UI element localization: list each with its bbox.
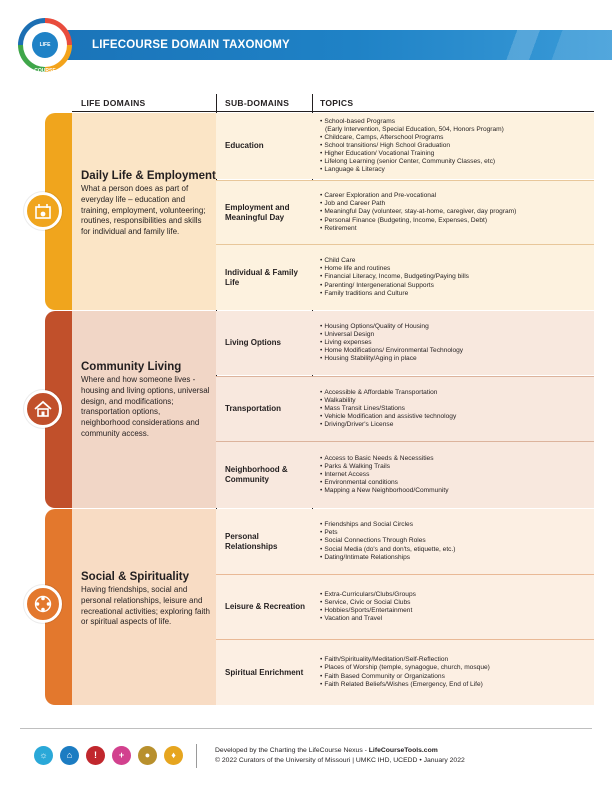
topic-item: • Career Exploration and Pre-vocational [320,192,516,200]
subdomain-individual-family: Individual & Family Life [216,244,312,310]
topic-item: • Higher Education/ Vocational Training [320,150,504,158]
topic-item: • Driving/Driver's License [320,421,456,429]
topic-item: • Parenting/ Intergenerational Supports [320,282,469,290]
footer-credit-text: Developed by the Charting the LifeCourse Nexus - [215,747,369,754]
domain-description: Having friendships, social and personal relationships, leisure and recreational activities; exploring faith or spiritual aspects of life. [81,585,210,627]
topics-employment [312,180,594,244]
topics-individual-family [312,244,594,310]
topic-list [320,323,463,363]
topic-item: (Early Intervention, Special Education, 504, Honors Program) [325,125,504,133]
safety-icon: ! [86,746,105,765]
health-icon: + [112,746,131,765]
subdomain-transportation: Transportation [216,376,312,441]
topic-item: • Lifelong Learning (senior Center, Community Classes, etc) [320,158,504,166]
topic-item: • Mapping a New Neighborhood/Community [320,487,449,495]
community-icon: ⌂ [60,746,79,765]
topic-item: • Home life and routines [320,265,469,273]
domain-title: Daily Life & Employment [81,170,216,182]
topic-item: • Language & Literacy [320,166,504,174]
house-icon [24,390,62,428]
topic-item: • Housing Options/Quality of Housing [320,323,463,331]
topic-item: • Faith Based Community or Organizations [320,673,490,681]
social-icon: ● [138,746,157,765]
topic-item: • School transitions/ High School Graduation [320,142,504,150]
footer-website-link[interactable]: LifeCourseTools.com [368,747,438,754]
subdomain-personal-relationships: Personal Relationships [216,509,312,574]
topic-item: • Service, Civic or Social Clubs [320,599,416,607]
topic-item: • Family traditions and Culture [320,290,469,298]
topic-list [320,389,456,429]
subdomain-employment: Employment and Meaningful Day [216,180,312,244]
topic-item: • Childcare, Camps, Afterschool Programs [320,134,504,142]
topic-item: • Environmental conditions [320,479,449,487]
topic-list [320,591,416,623]
topic-item: • Faith Related Beliefs/Wishes (Emergency, End of Life) [320,681,490,689]
subdomain-neighborhood: Neighborhood & Community [216,441,312,508]
topic-item: • Vacation and Travel [320,615,416,623]
topic-item: • Mass Transit Lines/Stations [320,405,456,413]
topics-education [312,113,594,179]
topic-item: • Dating/Intimate Relationships [320,554,455,562]
topic-item: • Universal Design [320,331,463,339]
topic-item: • Social Media (do's and don'ts, etiquette, etc.) [320,546,455,554]
subdomain-education: Education [216,113,312,179]
topic-item: • Accessible & Affordable Transportation [320,389,456,397]
topics-spiritual-enrichment [312,639,594,705]
domain-description: Where and how someone lives - housing and living options, universal design, and modifications; transportation options, neighborhood considerations and community access. [81,375,210,438]
people-circle-icon [24,585,62,623]
footer-copyright: © 2022 Curators of the University of Missouri | UMKC IHD, UCEDD • January 2022 [215,757,465,764]
topic-item: • Parks & Walking Trails [320,463,449,471]
topic-item: • Vehicle Modification and assistive technology [320,413,456,421]
topic-item: • Job and Career Path [320,200,516,208]
topic-list [320,455,449,495]
domain-title: Community Living [81,361,182,373]
topic-item: • Pets [320,529,455,537]
header-banner [0,30,612,60]
domain-title: Social & Spirituality [81,571,189,583]
topic-item: • Housing Stability/Aging in place [320,355,463,363]
domain-cell-community-living [72,311,216,508]
topic-item: • Internet Access [320,471,449,479]
calendar-sun-icon [24,192,62,230]
topic-item: • Faith/Spirituality/Meditation/Self-Reflection [320,656,490,664]
daily-life-icon: ☼ [34,746,53,765]
topic-item: • Personal Finance (Budgeting, Income, Expenses, Debt) [320,217,516,225]
topic-item: • Child Care [320,257,469,265]
topics-living-options [312,311,594,375]
column-header-life-domains: LIFE DOMAINS [81,98,146,108]
footer-vertical-divider [196,744,197,768]
topic-item: • Access to Basic Needs & Necessities [320,455,449,463]
topic-item: • Retirement [320,225,516,233]
logo-text: LIFE COURSE [32,32,58,58]
topic-item: • Places of Worship (temple, synagogue, church, mosque) [320,664,490,672]
page-title: LIFECOURSE DOMAIN TAXONOMY [92,39,290,51]
topic-item: • Living expenses [320,339,463,347]
topic-item: • Home Modifications/ Environmental Technology [320,347,463,355]
topics-personal-relationships [312,509,594,574]
topic-list [320,257,469,297]
subdomain-spiritual-enrichment: Spiritual Enrichment [216,639,312,705]
footer-divider-line [20,728,592,729]
topic-item: • Financial Literacy, Income, Budgeting/Paying bills [320,273,469,281]
topic-list [320,656,490,688]
topic-list [320,521,455,561]
topic-item: • Friendships and Social Circles [320,521,455,529]
topic-item: • Extra-Curriculars/Clubs/Groups [320,591,416,599]
domain-cell-daily-life [72,113,216,310]
column-header-topics: TOPICS [320,98,354,108]
domain-description: What a person does as part of everyday life – education and training, employment, volunteering; routines, responsibilities and skills for individual and family life. [81,184,206,237]
footer-credit-line [215,747,438,754]
lifecourse-logo-icon [18,18,72,72]
topic-list [320,192,516,232]
topic-item: • School-based Programs [320,118,504,126]
domain-cell-social-spirituality [72,509,216,705]
column-header-sub-domains: SUB-DOMAINS [225,98,290,108]
header-stripe-decoration [472,30,612,60]
topic-list [320,118,504,175]
topics-leisure-recreation [312,574,594,639]
subdomain-leisure-recreation: Leisure & Recreation [216,574,312,639]
topics-neighborhood [312,441,594,508]
topic-item: • Hobbies/Sports/Entertainment [320,607,416,615]
topic-item: • Social Connections Through Roles [320,537,455,545]
topic-item: • Walkability [320,397,456,405]
subdomain-living-options: Living Options [216,311,312,375]
table-header-row [72,94,594,112]
advocacy-icon: ♦ [164,746,183,765]
topics-transportation [312,376,594,441]
topic-item: • Meaningful Day (volunteer, stay-at-home, caregiver, day program) [320,208,516,216]
